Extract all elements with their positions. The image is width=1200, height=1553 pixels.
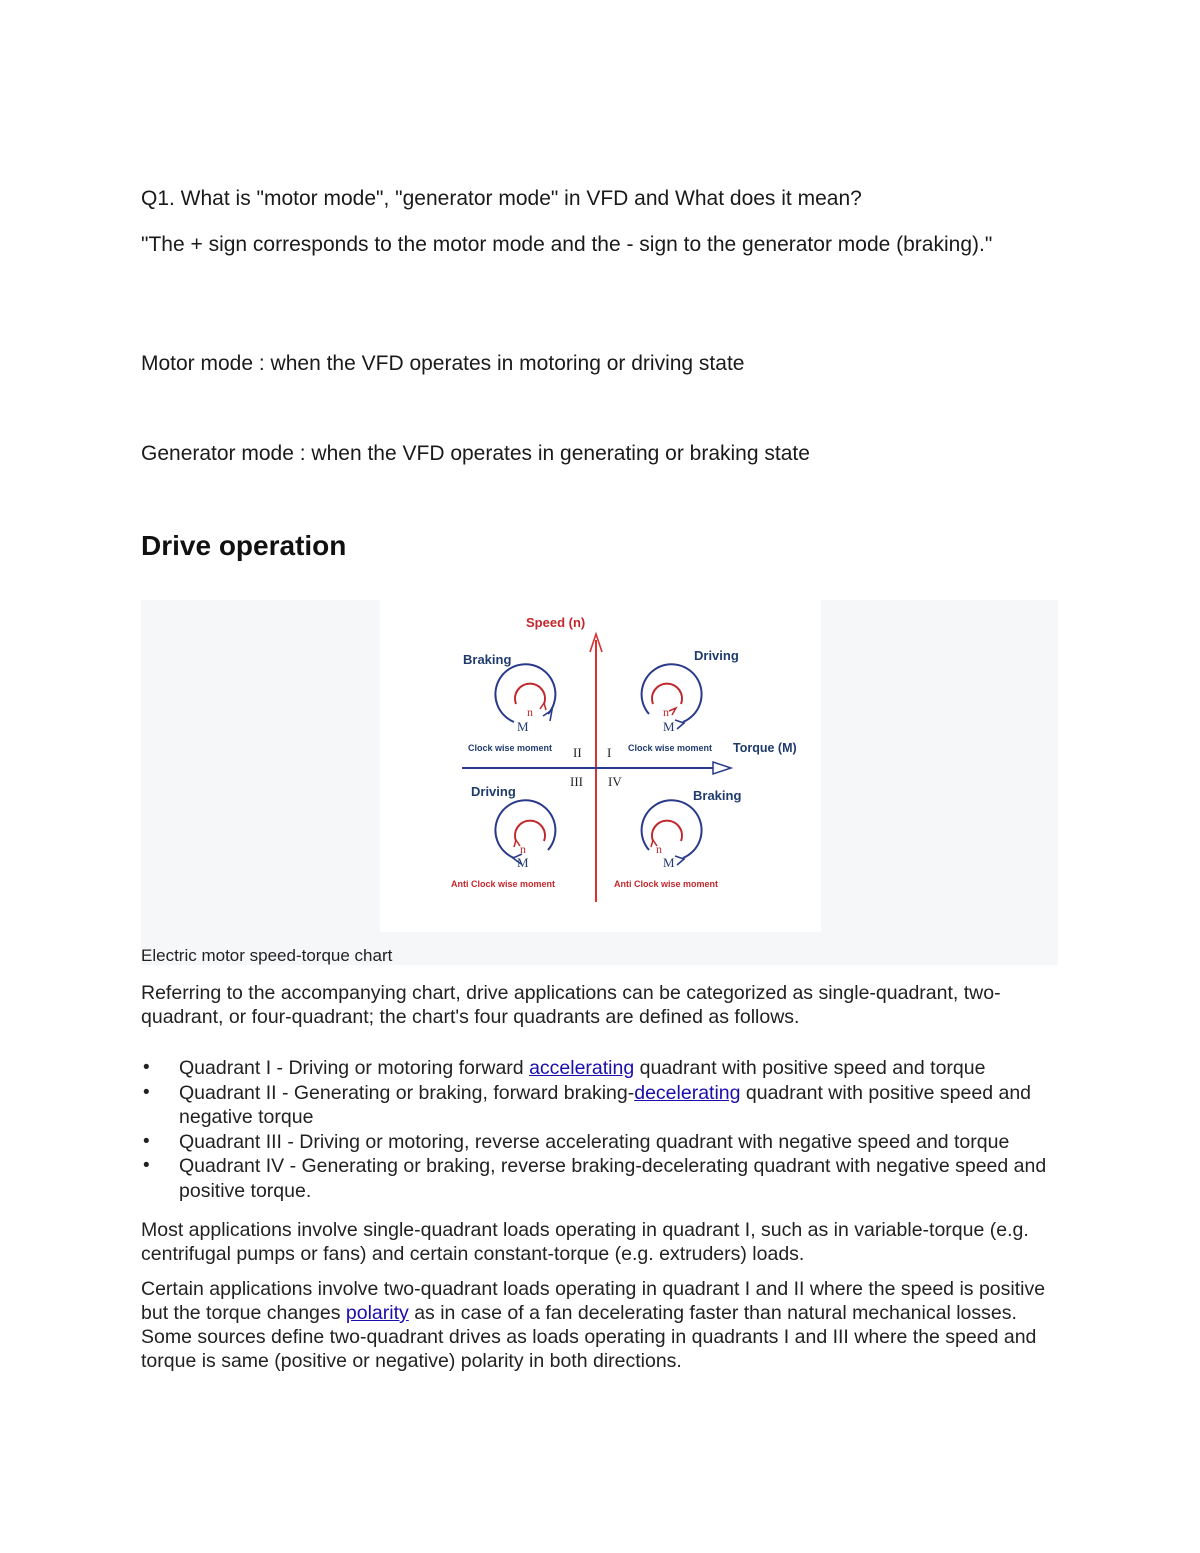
quadrant-i-mode-label: Driving (694, 648, 739, 663)
quadrant-ii-mode-label: Braking (463, 652, 512, 667)
list-item (141, 1130, 1061, 1155)
torque-axis-arrow (713, 762, 731, 774)
speed-axis-label: Speed (n) (526, 615, 586, 630)
quadrant-ii-moment-label: Clock wise moment (468, 743, 553, 753)
quadrant-iii-rotation-icon (495, 800, 555, 870)
quadrant-list (141, 1056, 1061, 1203)
single-quadrant-paragraph: Most applications involve single-quadrant loads operating in quadrant I, such as in variable-torque (e.g. centrifugal pumps or fans) and certain constant-torque (e.g. extruders) loads. (141, 1219, 1029, 1265)
speed-torque-diagram (380, 600, 821, 932)
quadrant-iii-numeral: III (570, 774, 583, 789)
motor-mode-definition: Motor mode : when the VFD operates in motoring or driving state (141, 352, 745, 375)
accelerating-link[interactable]: accelerating (529, 1057, 635, 1079)
speed-torque-chart-image (380, 600, 821, 932)
quadrant-iii-moment-label: Anti Clock wise moment (451, 879, 556, 889)
quadrant-i-moment-symbol: M (663, 719, 675, 734)
list-item-text: Quadrant I - Driving or motoring forward (179, 1057, 530, 1079)
quadrant-i-moment-label: Clock wise moment (628, 743, 713, 753)
quadrant-i-numeral: I (607, 745, 612, 760)
torque-axis-label: Torque (M) (733, 741, 797, 755)
figure-caption: Electric motor speed-torque chart (141, 946, 393, 965)
two-quadrant-paragraph (141, 1277, 1061, 1373)
figure-block (141, 600, 1058, 965)
quadrant-iv-moment-symbol: M (663, 855, 675, 870)
quadrant-ii-speed-symbol: n (527, 705, 533, 719)
quadrant-i-speed-symbol: n (663, 705, 669, 719)
section-heading: Drive operation (141, 530, 347, 561)
quadrant-iii-mode-label: Driving (471, 784, 516, 799)
list-item (141, 1081, 1061, 1130)
list-item-text: Quadrant IV - Generating or braking, reverse braking-decelerating quadrant with negative speed and positive torque. (179, 1155, 1047, 1202)
quadrant-iv-moment-label: Anti Clock wise moment (614, 879, 719, 889)
quadrant-ii-moment-symbol: M (517, 719, 529, 734)
list-item (141, 1154, 1061, 1203)
list-item-text: Quadrant III - Driving or motoring, reverse accelerating quadrant with negative speed and torque (179, 1130, 1010, 1153)
quadrant-iv-mode-label: Braking (693, 788, 742, 803)
quadrant-i-rotation-icon (642, 664, 702, 734)
question-answer: "The + sign corresponds to the motor mode and the - sign to the generator mode (braking)." (141, 233, 993, 256)
quadrant-iv-numeral: IV (608, 774, 622, 789)
paragraph-text: as in case of a fan decelerating faster than natural mechanical losses. Some sources define two-quadrant drives as loads operating in quadrants I and III where the speed and torque is same (positive or negative) polarity in both directions. (141, 1302, 1037, 1372)
quadrant-iii-speed-symbol: n (520, 842, 526, 856)
quadrant-iv-speed-symbol: n (656, 842, 662, 856)
quadrant-ii-rotation-icon (495, 664, 555, 734)
polarity-link[interactable]: polarity (345, 1302, 409, 1324)
list-item (141, 1056, 1061, 1081)
list-item-text: quadrant with positive speed and negative torque (179, 1081, 1032, 1128)
intro-paragraph: Referring to the accompanying chart, drive applications can be categorized as single-quadrant, two-quadrant, or four-quadrant; the chart's four quadrants are defined as follows. (141, 982, 1001, 1028)
paragraph-text: Certain applications involve two-quadrant loads operating in quadrant I and II where the speed is positive but the torque changes (141, 1278, 1046, 1324)
quadrant-iii-moment-symbol: M (517, 855, 529, 870)
quadrant-iv-rotation-icon (642, 800, 702, 870)
question-title: Q1. What is "motor mode", "generator mode" in VFD and What does it mean? (141, 187, 862, 210)
list-item-text: quadrant with positive speed and torque (634, 1057, 986, 1079)
decelerating-link[interactable]: decelerating (634, 1081, 741, 1104)
list-item-text: Quadrant II - Generating or braking, forward braking- (179, 1081, 635, 1104)
quadrant-ii-numeral: II (573, 745, 582, 760)
generator-mode-definition: Generator mode : when the VFD operates in generating or braking state (141, 442, 810, 465)
